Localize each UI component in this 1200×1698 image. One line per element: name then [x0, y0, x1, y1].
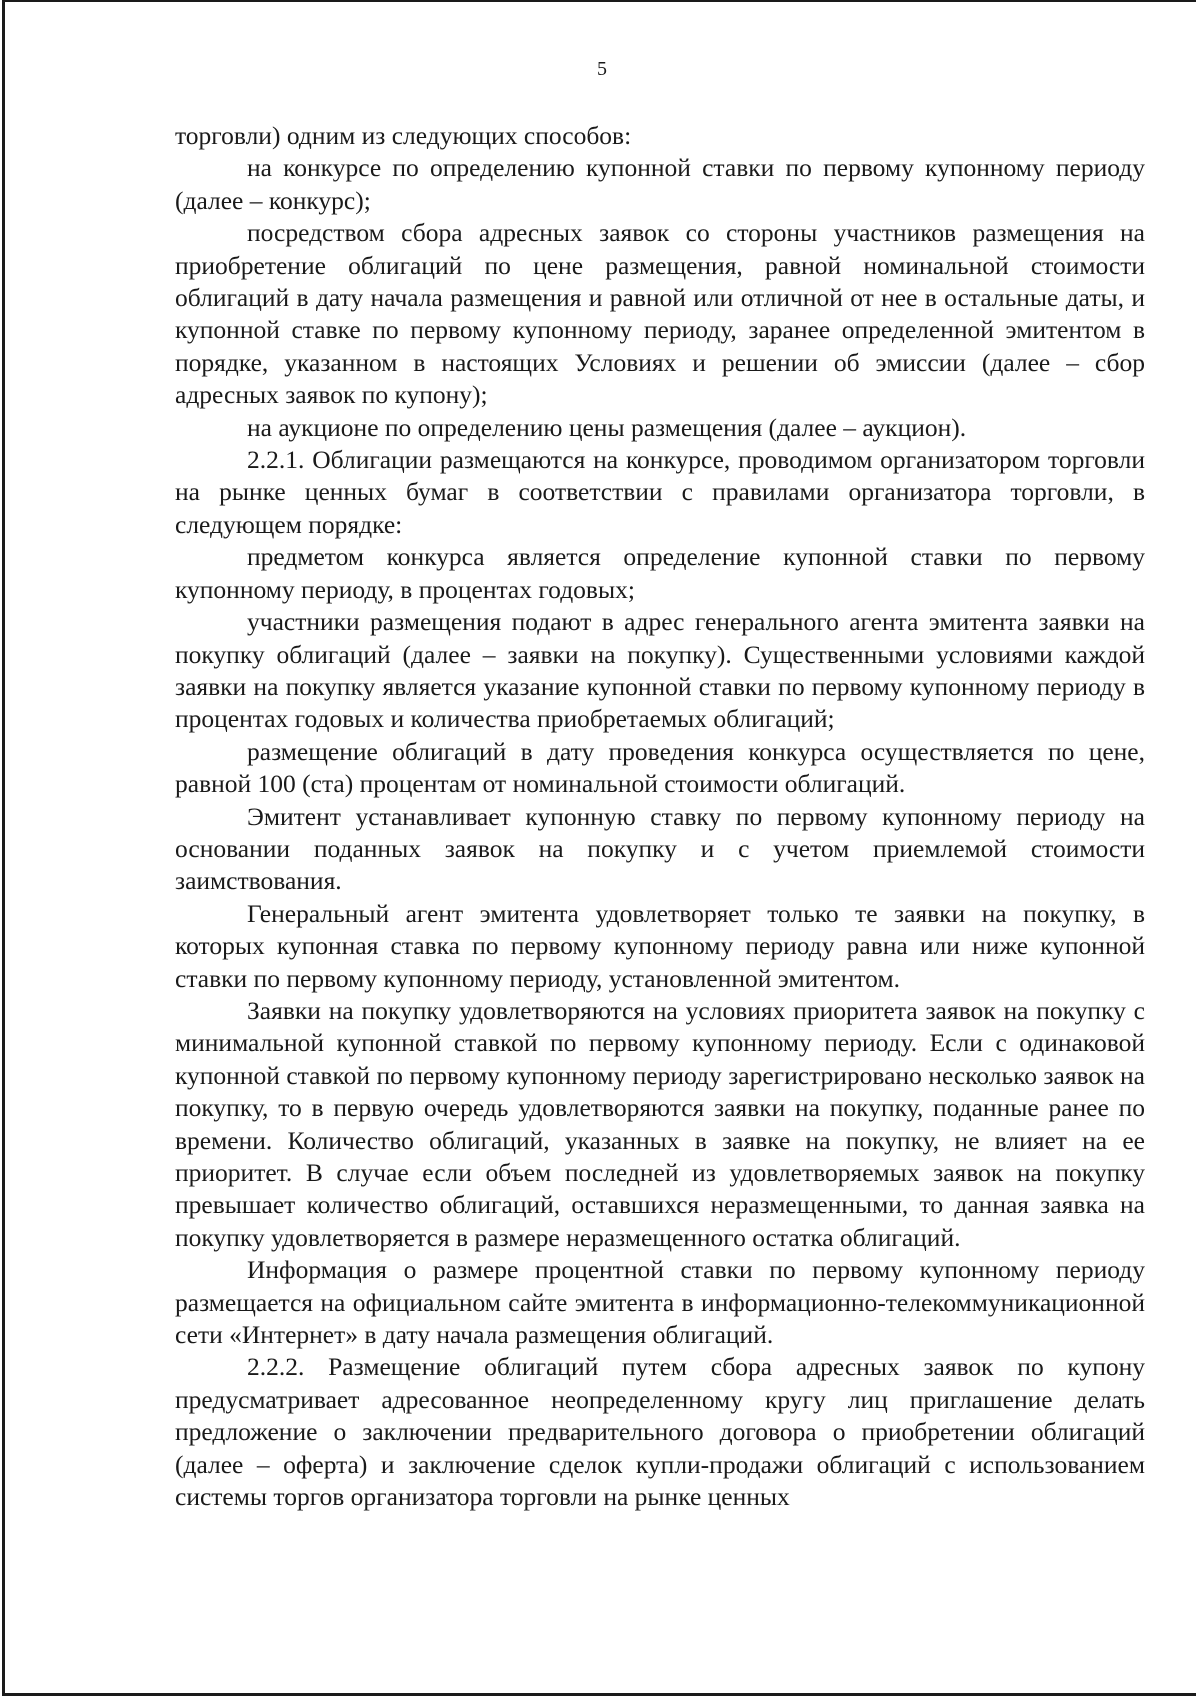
paragraph-10: Генеральный агент эмитента удовлетворяет только те заявки на покупку, в которых купонная ставка по первому купонному периоду равна или ниже купонной ставки по первому купонному периоду, установленной эмитентом. [175, 898, 1145, 993]
paragraph-12: Информация о размере процентной ставки по первому купонному периоду размещается на официальном сайте эмитента в информационно-телекоммуникационной сети «Интернет» в дату начала размещения облигаций. [175, 1255, 1145, 1350]
paragraph-7: участники размещения подают в адрес генерального агента эмитента заявки на покупку облигаций (далее – заявки на покупку). Существенными условиями каждой заявки на покупку является указание купонной ставки по первому купонному периоду в процентах годовых и количества приобретаемых облигаций; [175, 607, 1145, 734]
page-number: 5 [597, 58, 607, 80]
paragraph-3: посредством сбора адресных заявок со стороны участников размещения на приобретение облигаций по цене размещения, равной номинальной стоимости облигаций в дату начала размещения и равной или отличной от нее в остальные даты, и купонной ставке по первому купонному периоду, заранее определенной эмитентом в порядке, указанном в настоящих Условиях и решении об эмиссии (далее – сбор адресных заявок по купону); [175, 218, 1145, 410]
paragraph-6: предметом конкурса является определение купонной ставки по первому купонному периоду, в процентах годовых; [175, 542, 1145, 604]
paragraph-5: 2.2.1. Облигации размещаются на конкурсе, проводимом организатором торговли на рынке ценных бумаг в соответствии с правилами организатора торговли, в следующем порядке: [175, 445, 1145, 539]
paragraph-9: Эмитент устанавливает купонную ставку по первому купонному периоду на основании поданных заявок на покупку и с учетом приемлемой стоимости заимствования. [175, 801, 1145, 896]
paragraph-2: на конкурсе по определению купонной ставки по первому купонному периоду (далее – конкурс); [175, 153, 1145, 215]
paragraph-11: Заявки на покупку удовлетворяются на условиях приоритета заявок на покупку с минимальной купонной ставкой по первому купонному периоду. Если с одинаковой купонной ставкой по первому купонному периоду зарегистрировано несколько заявок на покупку, то в первую очередь удовлетворяются заявки на покупку, поданные ранее по времени. Количество облигаций, указанных в заявке на покупку, не влияет на ее приоритет. В случае если объем последней из удовлетворяемых заявок на покупку превышает количество облигаций, оставшихся неразмещенными, то данная заявка на покупку удовлетворяется в размере неразмещенного остатка облигаций. [175, 995, 1145, 1252]
document-page [2, 0, 1196, 1696]
paragraph-8: размещение облигаций в дату проведения конкурса осуществляется по цене, равной 100 (ста) процентам от номинальной стоимости облигаций. [175, 736, 1145, 799]
paragraph-13: 2.2.2. Размещение облигаций путем сбора адресных заявок по купону предусматривает адресованное неопределенному кругу лиц приглашение делать предложение о заключении предварительного договора о приобретении облигаций (далее – оферта) и заключение сделок купли-продажи облигаций с использованием системы торгов организатора торговли на рынке ценных [175, 1352, 1145, 1512]
document-body [175, 120, 1145, 1513]
paragraph-4: на аукционе по определению цены размещения (далее – аукцион). [247, 412, 967, 442]
paragraph-1: торговли) одним из следующих способов: [175, 121, 632, 150]
